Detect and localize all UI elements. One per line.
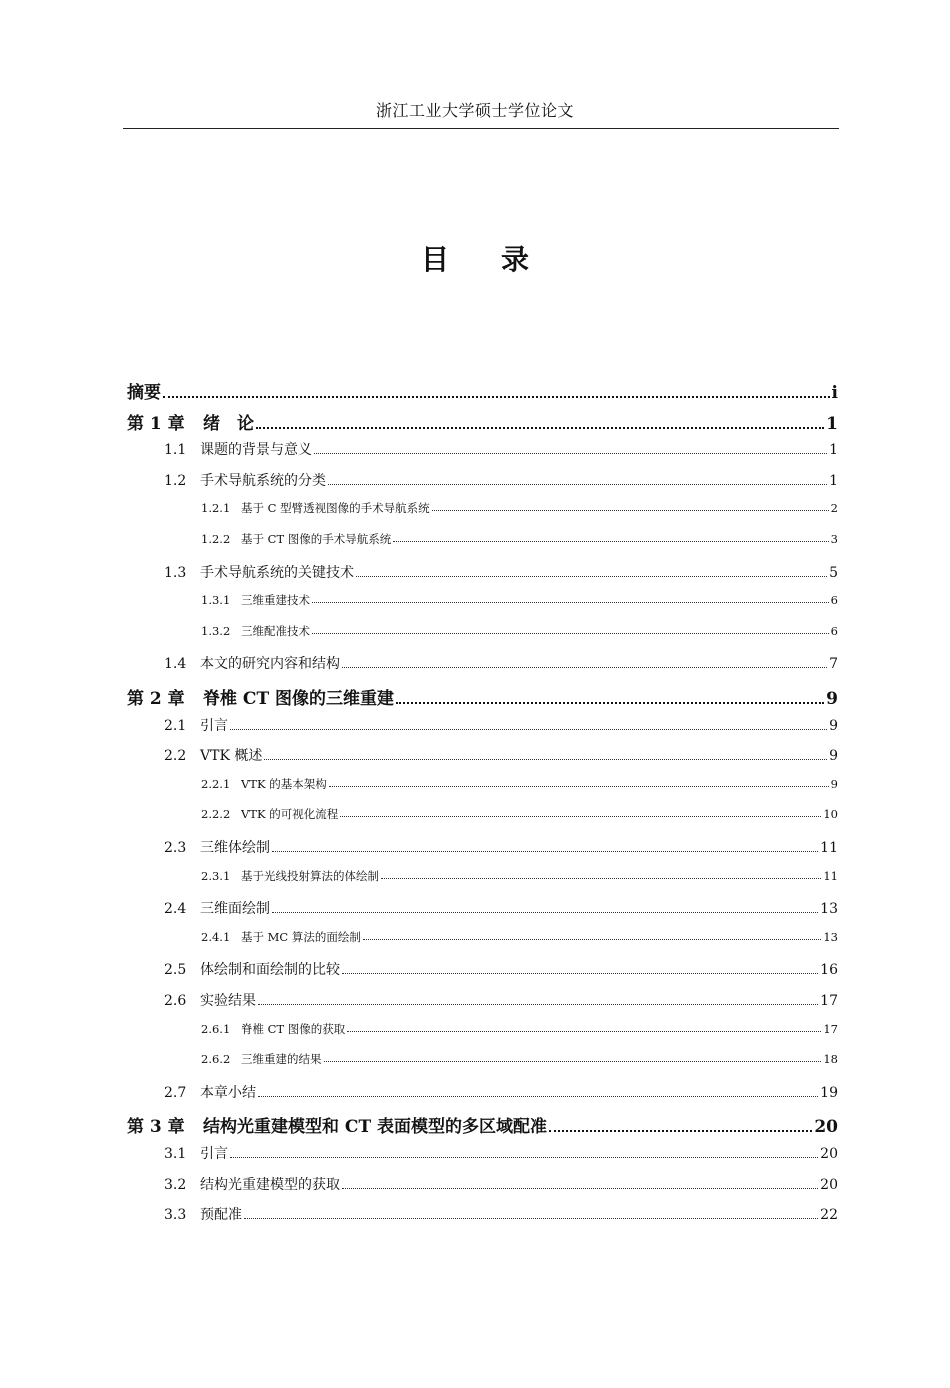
dot-leader — [324, 1061, 822, 1062]
toc-entry-number: 2.4.1 — [201, 929, 231, 944]
toc-entry-number: 1.3.1 — [201, 593, 231, 608]
toc-entry-label: 基于 MC 算法的面绘制 — [241, 929, 361, 944]
toc-section-entry[interactable] — [164, 837, 838, 857]
toc-page-number: 16 — [820, 962, 838, 979]
toc-entry-label: 三维重建技术 — [241, 593, 310, 608]
toc-entry-label: 引言 — [200, 1146, 228, 1162]
dot-leader — [432, 510, 829, 511]
toc-entry-label: 本文的研究内容和结构 — [200, 656, 340, 673]
dot-leader — [342, 667, 827, 668]
toc-entry-label: 体绘制和面绘制的比较 — [200, 962, 340, 979]
toc-entry-label: 三维重建的结果 — [241, 1052, 322, 1067]
toc-subsection-entry[interactable] — [201, 806, 838, 822]
toc-page-number: 13 — [823, 929, 838, 944]
toc-section-entry[interactable] — [164, 990, 838, 1010]
page-title-left: 目 — [420, 243, 449, 276]
dot-leader — [363, 939, 821, 940]
toc-chapter-entry[interactable] — [127, 409, 838, 434]
toc-page-number: 22 — [820, 1207, 838, 1224]
dot-leader — [163, 396, 830, 398]
toc-entry-label: 结构光重建模型的获取 — [200, 1176, 340, 1193]
dot-leader — [312, 633, 829, 634]
toc-page-number: 19 — [820, 1084, 838, 1101]
toc-page-number: 9 — [830, 776, 838, 791]
toc-entry-label: 三维配准技术 — [241, 623, 310, 638]
toc-entry-label: 基于 C 型臂透视图像的手术导航系统 — [241, 501, 430, 516]
toc-entry-label: 结构光重建模型和 CT 表面模型的多区域配准 — [203, 1117, 548, 1138]
toc-entry-label: 课题的背景与意义 — [200, 442, 312, 459]
toc-section-entry[interactable] — [164, 1174, 838, 1194]
toc-page-number: 18 — [823, 1052, 838, 1067]
toc-entry-number: 3.3 — [164, 1207, 187, 1224]
toc-section-entry[interactable] — [164, 1204, 838, 1224]
toc-entry-number: 2.6.2 — [201, 1052, 231, 1067]
toc-entry-number: 2.1 — [164, 717, 187, 734]
toc-section-entry[interactable] — [164, 439, 838, 459]
toc-entry-number: 2.4 — [164, 901, 187, 918]
toc-subsection-entry[interactable] — [201, 1051, 838, 1067]
toc-subsection-entry[interactable] — [201, 776, 838, 792]
toc-subsection-entry[interactable] — [201, 592, 838, 608]
toc-page-number: 13 — [820, 901, 838, 918]
toc-entry-number: 2.3 — [164, 840, 187, 856]
toc-section-entry[interactable] — [164, 959, 838, 979]
toc-entry-number: 2.6 — [164, 993, 187, 1009]
toc-subsection-entry[interactable] — [201, 868, 838, 884]
toc-entry-label: 摘要 — [127, 383, 161, 403]
toc-entry-label: 实验结果 — [200, 993, 256, 1009]
toc-entry-number: 第 1 章 — [127, 413, 185, 434]
dot-leader — [314, 453, 827, 454]
toc-page-number: 1 — [829, 442, 838, 459]
toc-page-number: 20 — [814, 1117, 838, 1138]
toc-entry-number: 1.2.2 — [201, 532, 231, 546]
toc-page-number: 2 — [830, 501, 838, 516]
toc-page-number: 11 — [823, 868, 838, 883]
toc-page-number: 1 — [829, 472, 838, 489]
toc-page-number: 10 — [823, 807, 838, 822]
toc-entry-number: 1.3 — [164, 564, 187, 581]
dot-leader — [393, 541, 828, 542]
toc-section-entry[interactable] — [164, 470, 838, 490]
toc-page-number: 9 — [829, 717, 838, 734]
toc-chapter-entry[interactable] — [127, 1112, 838, 1137]
toc-entry-label: 三维体绘制 — [200, 840, 270, 856]
toc-page-number: 11 — [820, 840, 838, 856]
toc-page-number: i — [831, 383, 838, 403]
toc-entry-number: 1.2 — [164, 472, 187, 489]
toc-page-number: 3 — [830, 532, 838, 546]
toc-entry-label: 脊椎 CT 图像的三维重建 — [203, 689, 395, 709]
toc-entry-number: 第 2 章 — [127, 689, 185, 709]
dot-leader — [256, 427, 824, 429]
dot-leader — [396, 702, 824, 704]
toc-page-number: 9 — [829, 748, 838, 765]
dot-leader — [549, 1130, 812, 1132]
dot-leader — [328, 484, 827, 485]
dot-leader — [342, 973, 818, 974]
toc-entry-label: 脊椎 CT 图像的获取 — [241, 1021, 346, 1036]
dot-leader — [329, 786, 829, 787]
toc-page-number: 1 — [826, 413, 838, 434]
toc-section-entry[interactable] — [164, 1082, 838, 1102]
dot-leader — [381, 878, 821, 879]
toc-entry-number: 1.4 — [164, 656, 187, 673]
toc-subsection-entry[interactable] — [201, 929, 838, 945]
toc-page-number: 20 — [820, 1146, 838, 1162]
toc-page-number: 6 — [830, 623, 838, 638]
dot-leader — [244, 1218, 818, 1219]
toc-section-entry[interactable] — [164, 898, 838, 918]
toc-chapter-entry[interactable] — [127, 684, 838, 709]
dot-leader — [272, 851, 818, 852]
dot-leader — [347, 1031, 821, 1032]
dot-leader — [258, 1004, 818, 1005]
toc-entry-number: 2.2.2 — [201, 807, 231, 822]
page-title-right: 录 — [501, 243, 530, 276]
toc-page-number: 6 — [830, 593, 838, 608]
toc-page-number: 20 — [820, 1176, 838, 1193]
toc-page-number: 5 — [829, 564, 838, 581]
toc-entry-number: 2.2 — [164, 748, 187, 765]
toc-section-entry[interactable] — [164, 562, 838, 582]
toc-entry-number: 2.5 — [164, 962, 187, 979]
toc-entry-number: 2.3.1 — [201, 868, 231, 883]
toc-entry-number: 1.2.1 — [201, 501, 231, 516]
toc-subsection-entry[interactable] — [201, 500, 838, 516]
toc-entry-number: 1.1 — [164, 442, 187, 459]
toc-chapter-entry[interactable] — [127, 378, 838, 403]
toc-page-number: 17 — [820, 993, 838, 1009]
toc-entry-label: 本章小结 — [200, 1084, 256, 1101]
toc-entry-label: 基于 CT 图像的手术导航系统 — [241, 532, 392, 546]
dot-leader — [258, 1096, 818, 1097]
toc-entry-number: 2.6.1 — [201, 1021, 231, 1036]
dot-leader — [230, 729, 827, 730]
toc-entry-label: 引言 — [200, 717, 228, 734]
dot-leader — [356, 576, 827, 577]
dot-leader — [230, 1157, 818, 1158]
toc-page-number: 9 — [826, 689, 838, 709]
toc-page-number: 7 — [829, 656, 838, 673]
toc-page-number: 17 — [823, 1021, 838, 1036]
toc-entry-number: 3.2 — [164, 1176, 187, 1193]
toc-entry-number: 2.7 — [164, 1084, 187, 1101]
toc-section-entry[interactable] — [164, 715, 838, 735]
toc-entry-label: 预配准 — [200, 1207, 242, 1224]
dot-leader — [272, 912, 818, 913]
dot-leader — [342, 1188, 818, 1189]
toc-section-entry[interactable] — [164, 653, 838, 673]
toc-entry-number: 第 3 章 — [127, 1117, 185, 1138]
toc-entry-label: 手术导航系统的分类 — [200, 472, 326, 489]
toc-entry-label: VTK 概述 — [200, 748, 263, 765]
running-header: 浙江工业大学硕士学位论文 — [375, 101, 574, 120]
toc-entry-label: 手术导航系统的关键技术 — [200, 564, 354, 581]
dot-leader — [264, 759, 827, 760]
toc-entry-label: 绪 论 — [203, 413, 254, 434]
toc-section-entry[interactable] — [164, 745, 838, 765]
toc-entry-label: 三维面绘制 — [200, 901, 270, 918]
toc-entry-number: 1.3.2 — [201, 623, 231, 638]
toc-subsection-entry[interactable] — [201, 1021, 838, 1037]
toc-entry-number: 3.1 — [164, 1146, 187, 1162]
toc-entry-number: 2.2.1 — [201, 776, 231, 791]
toc-subsection-entry[interactable] — [201, 623, 838, 639]
toc-entry-label: VTK 的基本架构 — [241, 776, 327, 791]
toc-entry-label: 基于光线投射算法的体绘制 — [241, 868, 379, 883]
toc-section-entry[interactable] — [164, 1143, 838, 1163]
toc-entry-label: VTK 的可视化流程 — [241, 807, 339, 822]
dot-leader — [340, 816, 821, 817]
toc-subsection-entry[interactable] — [201, 531, 838, 547]
dot-leader — [312, 602, 829, 603]
